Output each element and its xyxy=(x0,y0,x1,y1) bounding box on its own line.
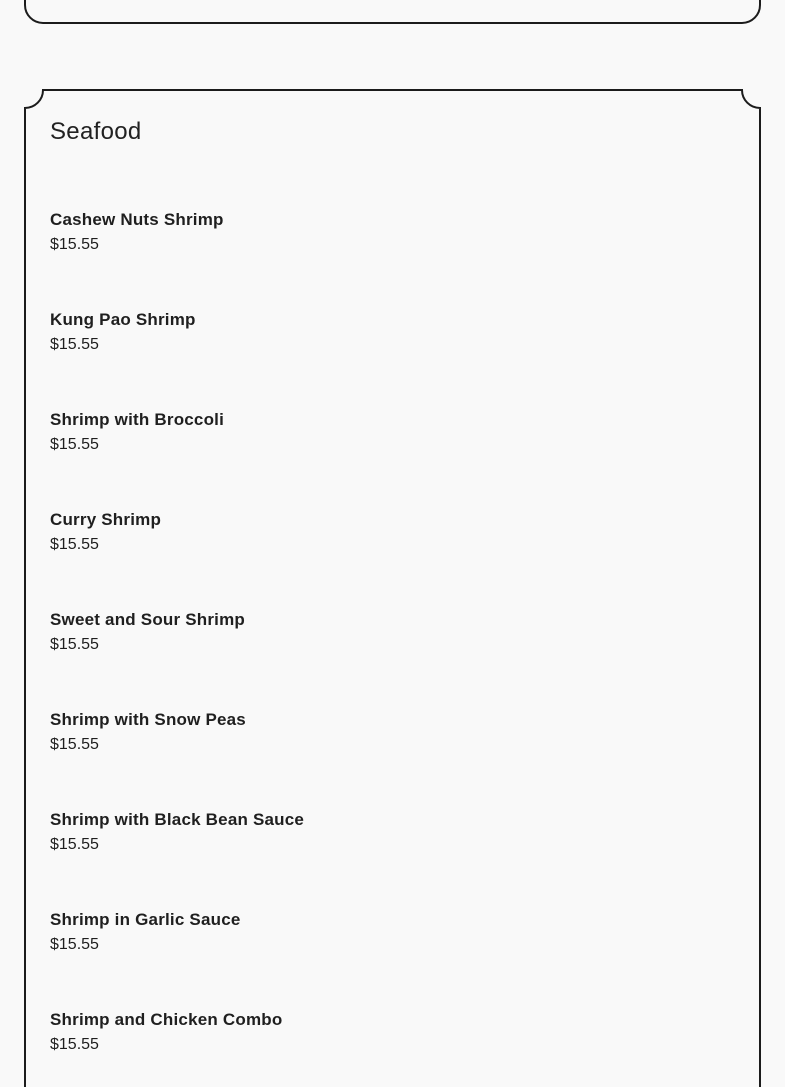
menu-item[interactable] xyxy=(50,408,740,508)
item-price: $15.55 xyxy=(50,636,99,653)
item-name: Shrimp in Garlic Sauce xyxy=(50,910,241,929)
item-price: $15.55 xyxy=(50,836,99,853)
menu-item[interactable] xyxy=(50,308,740,408)
item-name: Cashew Nuts Shrimp xyxy=(50,210,224,229)
item-name: Shrimp with Snow Peas xyxy=(50,710,246,729)
menu-item[interactable] xyxy=(50,808,740,908)
seafood-section xyxy=(50,116,740,1053)
item-name: Shrimp with Black Bean Sauce xyxy=(50,810,305,829)
item-name: Curry Shrimp xyxy=(50,510,162,529)
menu-item[interactable] xyxy=(50,708,740,808)
section-title: Seafood xyxy=(50,118,142,145)
menu-item[interactable] xyxy=(50,608,740,708)
item-name: Kung Pao Shrimp xyxy=(50,310,196,329)
menu-item-list xyxy=(50,208,740,1087)
item-price: $15.55 xyxy=(50,436,99,453)
menu-item[interactable] xyxy=(50,1008,740,1087)
item-price: $15.55 xyxy=(50,536,99,553)
menu-item[interactable] xyxy=(50,908,740,1008)
menu-item[interactable] xyxy=(50,508,740,608)
item-name: Sweet and Sour Shrimp xyxy=(50,610,246,629)
item-price: $15.55 xyxy=(50,1036,99,1053)
item-price: $15.55 xyxy=(50,236,99,253)
item-price: $15.55 xyxy=(50,336,99,353)
item-price: $15.55 xyxy=(50,936,99,953)
item-price: $15.55 xyxy=(50,736,99,753)
previous-card-frame-bottom xyxy=(25,0,760,23)
item-name: Shrimp with Broccoli xyxy=(50,410,225,429)
item-name: Shrimp and Chicken Combo xyxy=(50,1010,283,1029)
menu-item[interactable] xyxy=(50,208,740,308)
